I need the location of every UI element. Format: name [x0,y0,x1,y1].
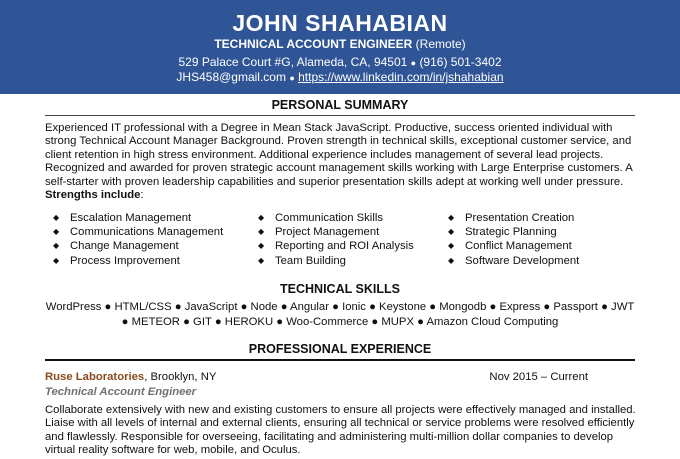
bullet-icon: ◆ [448,227,455,237]
skills-heading: TECHNICAL SKILLS [280,282,400,296]
contact-line-online [0,70,680,86]
job-header [45,370,635,384]
strengths-line [45,189,637,202]
list-item: ◆ Escalation Management [53,212,192,224]
resume-header [0,0,680,94]
list-item: ◆ Software Development [448,254,580,267]
skills-line-1: WordPress ● HTML/CSS ● JavaScript ● Node ● Angular ● Ionic ● Keystone ● Mongodb ● Express ● Passport ● JWT [45,301,635,313]
candidate-name: JOHN SHAHABIAN [232,10,448,36]
list-item: ◆ Change Management [53,240,179,253]
list-item: ◆ Communication Skills [258,212,383,224]
candidate-role-note: (Remote) [415,37,466,51]
phone: (916) 501-3402 [419,55,502,69]
job-description: Collaborate extensively with new and existing customers to ensure all projects were effectively managed and installed. Liaise with all levels of internal and external clients, ensuring all technical or service problems were resolved efficiently and flawlessly. Responsible for overseeing, facilitating and administering multi-million dollar companies to develop virtual reality software for web, mobile, and Oculus. [45,404,636,457]
skills-line-2: ● METEOR ● GIT ● HEROKU ● Woo-Commerce ● MUPX ● Amazon Cloud Computing [121,316,559,328]
list-item: ◆ Process Improvement [53,254,180,267]
bullet-icon: ◆ [258,227,265,237]
linkedin-link[interactable]: https://www.linkedin.com/in/jshahabian [298,70,504,84]
bullet-icon: ◆ [258,255,265,265]
candidate-role: TECHNICAL ACCOUNT ENGINEER [214,37,413,51]
bullet-icon: ◆ [53,241,60,251]
bullet-icon: ◆ [448,241,455,251]
section-divider [45,359,635,361]
strengths-colon: : [140,189,144,202]
list-item: ◆ Project Management [258,226,380,239]
summary-heading: PERSONAL SUMMARY [271,98,409,112]
bullet-icon: ◆ [53,227,60,237]
experience-heading: PROFESSIONAL EXPERIENCE [248,342,432,356]
email: JHS458@gmail.com [176,70,286,84]
company-name: Ruse Laboratories [45,371,145,383]
strengths-column-1 [53,211,253,268]
candidate-title-line [0,37,680,52]
strengths-column-3 [448,211,648,268]
list-item: ◆ Communications Management [53,226,224,239]
list-item: ◆ Reporting and ROI Analysis [258,240,414,253]
separator-dot: ● [289,73,295,83]
address: 529 Palace Court #G, Alameda, CA, 94501 [178,55,408,69]
separator-dot: ● [410,58,417,68]
summary-paragraph: Experienced IT professional with a Degree in Mean Stack JavaScript. Productive, success oriented individual with strong Technical Account Manager Background. Proven strength in technical skills, exceptional customer service, and client retention in high stress environment. Additional experience includes management of several lead projects. Recognized and awarded for proven strategic account management skills working with Large Enterprise customers. A self-starter with proven leadership capabilities and superior presentation skills adept at working well under pressure. [45,122,633,188]
job-dates: Nov 2015 – Current [489,371,588,383]
list-item: ◆ Strategic Planning [448,226,557,239]
list-item: ◆ Presentation Creation [448,212,575,224]
bullet-icon: ◆ [448,213,455,222]
list-item: ◆ Team Building [258,254,346,267]
list-item: ◆ Conflict Management [448,240,572,253]
bullet-icon: ◆ [53,255,60,265]
company-comma: , [144,371,148,383]
summary-paragraph-block [45,122,637,202]
job-location: Brooklyn, NY [150,371,217,383]
bullet-icon: ◆ [53,213,60,222]
section-divider [45,115,635,116]
bullet-icon: ◆ [448,255,455,265]
strengths-label: Strengths include [45,189,141,202]
bullet-icon: ◆ [258,213,265,222]
contact-line-address [0,55,680,71]
strengths-list [53,211,633,269]
job-description-block [45,404,637,458]
strengths-column-2 [258,211,458,268]
job-title: Technical Account Engineer [45,386,197,398]
bullet-icon: ◆ [258,241,265,251]
